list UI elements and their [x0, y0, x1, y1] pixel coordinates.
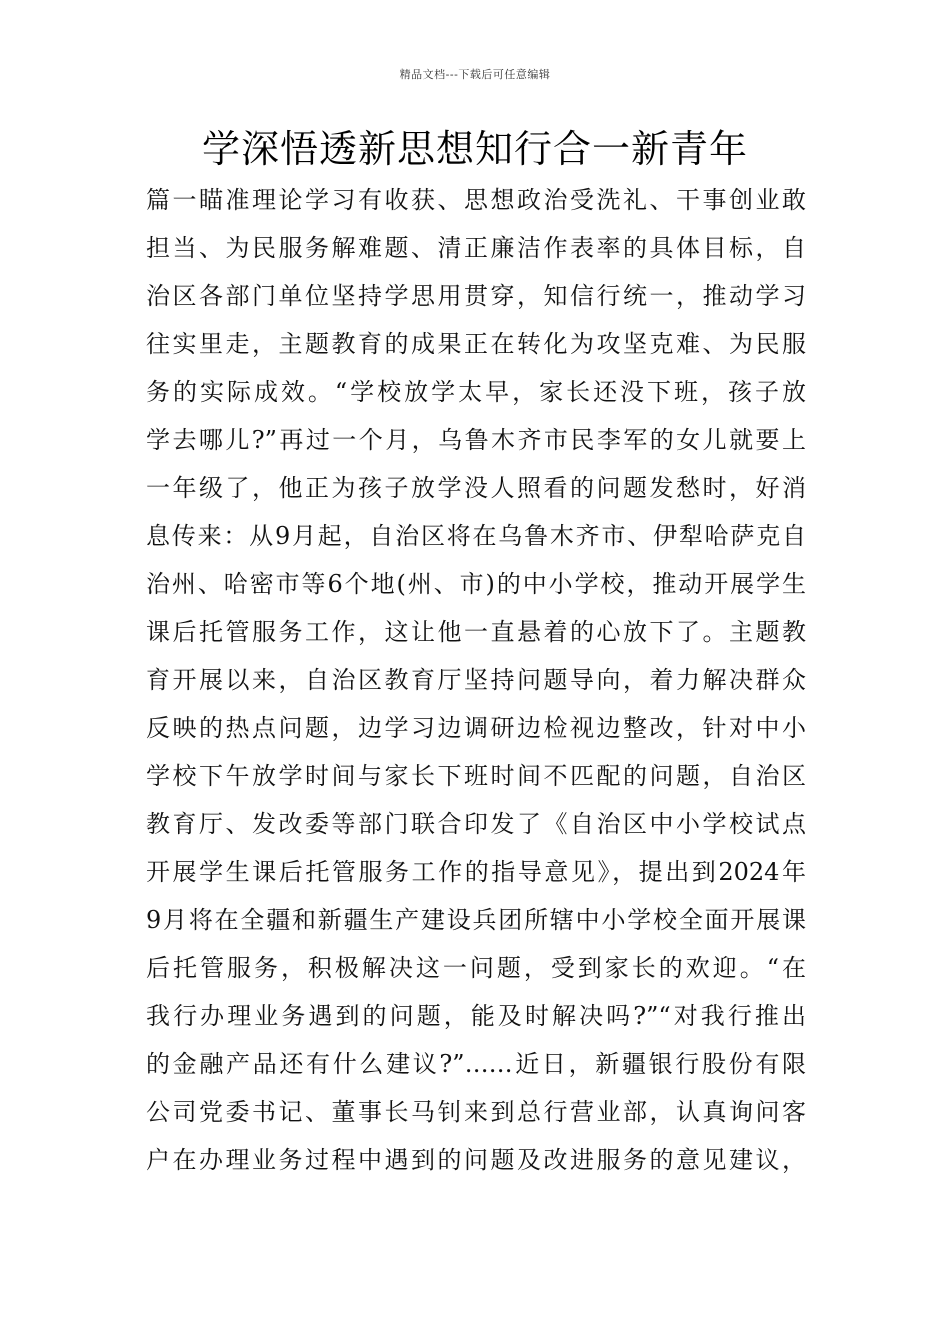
body-line: 9月将在全疆和新疆生产建设兵团所辖中小学校全面开展课 — [146, 906, 806, 934]
body-line: 开展学生课后托管服务工作的指导意见》，提出到2024年 — [146, 858, 806, 886]
body-line: 治州、哈密市等6个地(州、市)的中小学校，推动开展学生 — [146, 570, 806, 598]
body-line: 学校下午放学时间与家长下班时间不匹配的问题，自治区 — [146, 762, 806, 790]
body-line: 户在办理业务过程中遇到的问题及改进服务的意见建议， — [146, 1146, 806, 1174]
document-title: 学深悟透新思想知行合一新青年 — [201, 127, 748, 171]
body-line: 学去哪儿?”再过一个月，乌鲁木齐市民李军的女儿就要上 — [146, 426, 806, 454]
header-note: 精品文档---下载后可任意编辑 — [399, 68, 551, 81]
body-line: 教育厅、发改委等部门联合印发了《自治区中小学校试点 — [146, 810, 806, 838]
body-line: 务的实际成效。“学校放学太早，家长还没下班，孩子放 — [146, 378, 806, 406]
document-body — [146, 176, 806, 1184]
body-line: 育开展以来，自治区教育厅坚持问题导向，着力解决群众 — [146, 666, 806, 694]
body-line: 往实里走，主题教育的成果正在转化为攻坚克难、为民服 — [146, 330, 806, 358]
body-line: 担当、为民服务解难题、清正廉洁作表率的具体目标，自 — [146, 234, 806, 262]
body-line: 一年级了，他正为孩子放学没人照看的问题发愁时，好消 — [146, 474, 806, 502]
body-line: 篇一瞄准理论学习有收获、思想政治受洗礼、干事创业敢 — [146, 186, 806, 214]
body-line: 公司党委书记、董事长马钊来到总行营业部，认真询问客 — [146, 1098, 806, 1126]
body-line: 息传来：从9月起，自治区将在乌鲁木齐市、伊犁哈萨克自 — [146, 522, 806, 550]
body-line: 课后托管服务工作，这让他一直悬着的心放下了。主题教 — [146, 618, 806, 646]
body-line: 后托管服务，积极解决这一问题，受到家长的欢迎。“在 — [146, 954, 806, 982]
body-line: 我行办理业务遇到的问题，能及时解决吗?”“对我行推出 — [146, 1002, 806, 1030]
body-line: 反映的热点问题，边学习边调研边检视边整改，针对中小 — [146, 714, 806, 742]
body-line: 的金融产品还有什么建议?”……近日，新疆银行股份有限 — [146, 1050, 806, 1078]
body-line: 治区各部门单位坚持学思用贯穿，知信行统一，推动学习 — [146, 282, 806, 310]
